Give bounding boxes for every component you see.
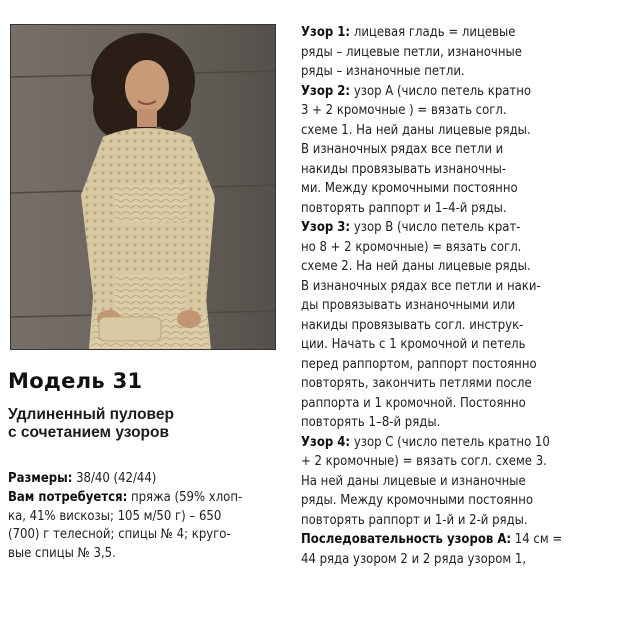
pattern-4-line: + 2 кромочные) = вязать согл. схеме 3.	[301, 454, 547, 469]
materials-text: пряжа (59% хлоп-	[127, 489, 243, 505]
pattern-2-label: Узор 2:	[301, 83, 351, 99]
pattern-2-line	[301, 82, 573, 102]
pattern-3-line: накиды провязывать согл. инструк-	[301, 317, 524, 333]
pattern-1-line	[301, 23, 573, 43]
sequence-label: Последовательность узоров А:	[301, 532, 512, 547]
pattern-2-line: В изнаночных рядах все петли и	[301, 142, 504, 157]
model-photo-illustration	[11, 25, 275, 349]
pattern-2-line: 3 + 2 кромочные ) = вязать согл.	[301, 103, 507, 118]
pattern-3-line: повторять 1–8-й ряды.	[301, 415, 441, 430]
pattern-2-line: ми. Между кромочными постоянно	[301, 181, 518, 196]
pattern-3-label: Узор 3:	[301, 220, 351, 235]
materials-block	[8, 470, 280, 564]
pattern-1-line: ряды – лицевые петли, изнаночные	[301, 44, 522, 60]
pattern-3-line: ции. Начать с 1 кромочной и петель	[301, 337, 526, 352]
pattern-text: лицевая гладь = лицевые	[350, 25, 516, 40]
pattern-2-line: накиды провязывать изнаночны-	[301, 161, 507, 177]
pattern-2-line: схеме 1. На ней даны лицевые ряды.	[301, 122, 531, 138]
subtitle-line: Удлиненный пуловер	[8, 406, 174, 423]
materials-line: (700) г телесной; спицы № 4; круго-	[8, 527, 231, 543]
pattern-instructions	[301, 23, 573, 569]
pattern-2-line: повторять раппорт и 1–4-й ряды.	[301, 200, 507, 216]
materials-line: вые спицы № 3,5.	[8, 546, 116, 562]
materials-line: ка, 41% вискозы; 105 м/50 г) – 650	[8, 508, 222, 524]
pattern-4-line: ряды. Между кромочными постоянно	[301, 493, 533, 508]
pattern-1-line: ряды – изнаночные петли.	[301, 64, 465, 79]
pattern-3-line: раппорта и 1 кромочной. Постоянно	[301, 395, 526, 411]
materials-label: Вам потребуется:	[8, 489, 128, 505]
pattern-3-line: ды провязывать изнаночными или	[301, 298, 516, 313]
pattern-3-line: В изнаночных рядах все петли и наки-	[301, 278, 541, 294]
pattern-text: узор В (число петель крат-	[350, 220, 521, 235]
pattern-4-line: повторять раппорт и 1-й и 2-й ряды.	[301, 512, 528, 528]
pattern-3-line	[301, 218, 573, 238]
sizes-label: Размеры:	[8, 471, 73, 486]
sizes-line	[8, 470, 280, 489]
pattern-3-line: перед раппортом, раппорт постоянно	[301, 356, 537, 372]
pattern-4-label: Узор 4:	[301, 434, 351, 450]
pattern-text: узор С (число петель кратно 10	[350, 434, 550, 450]
subtitle-line: с сочетанием узоров	[8, 424, 170, 441]
sequence-line	[301, 530, 573, 550]
pattern-3-line: схеме 2. На ней даны лицевые ряды.	[301, 259, 531, 274]
model-title: Модель 31	[8, 369, 143, 393]
sizes-value: 38/40 (42/44)	[72, 471, 157, 486]
pattern-4-line	[301, 433, 573, 453]
pattern-1-label: Узор 1:	[301, 25, 351, 40]
pattern-text: узор А (число петель кратно	[350, 83, 532, 99]
pattern-4-line: На ней даны лицевые и изнаночные	[301, 473, 526, 489]
pattern-3-line: но 8 + 2 кромочные) = вязать согл.	[301, 239, 522, 255]
model-subtitle	[8, 406, 278, 442]
materials-line	[8, 489, 280, 508]
sequence-line: 44 ряда узором 2 и 2 ряда узором 1,	[301, 551, 527, 567]
sequence-text: 14 см =	[511, 532, 563, 547]
pattern-3-line: повторять, закончить петлями после	[301, 376, 532, 391]
model-photo	[10, 24, 276, 350]
